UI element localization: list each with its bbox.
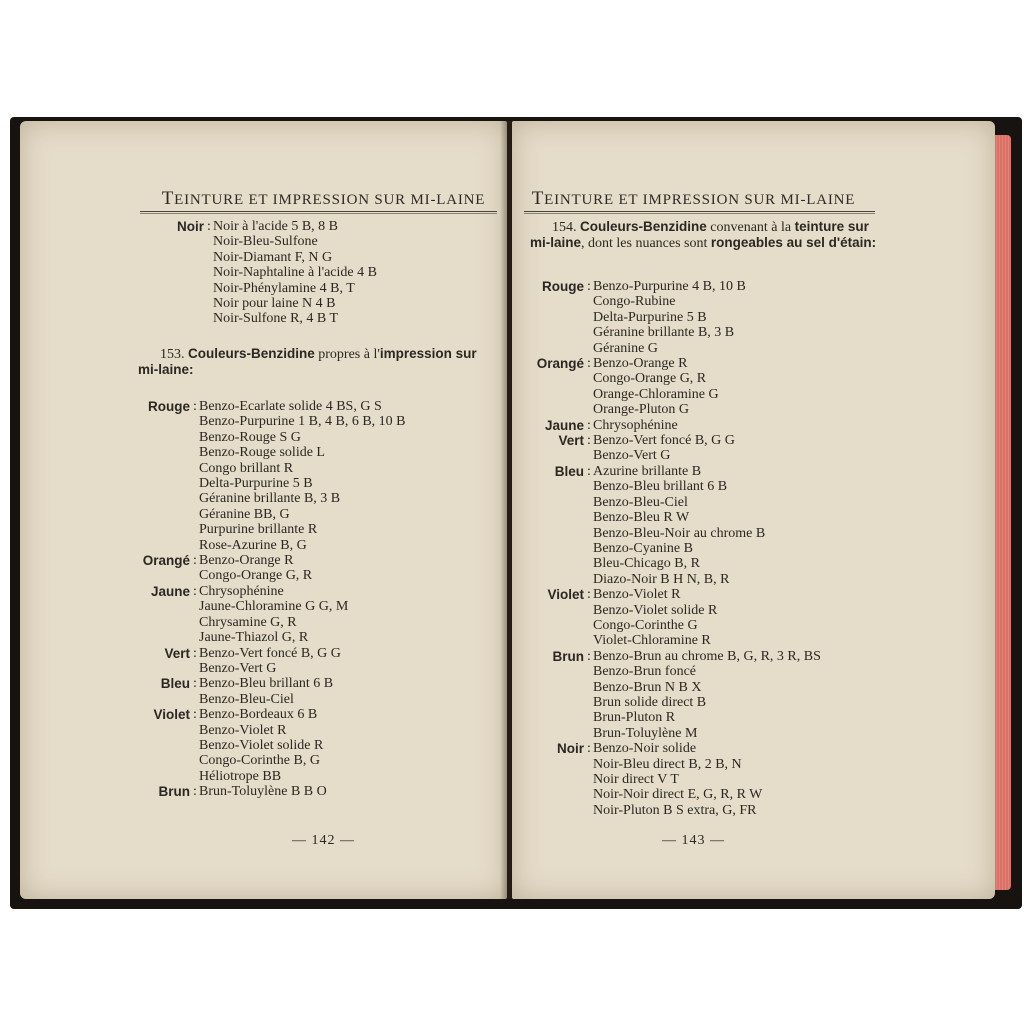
- section-colon: :: [871, 235, 877, 251]
- category-label: Vert: [164, 645, 190, 661]
- dye-list: [593, 587, 717, 649]
- dye-item: Benzo-Purpurine 1 B, 4 B, 6 B, 10 B: [199, 414, 406, 430]
- category-colon: :: [587, 463, 591, 479]
- dye-item: Benzo-Bleu brillant 6 B: [199, 676, 334, 692]
- page-number: — 142 —: [292, 833, 355, 848]
- dye-item: Benzo-Noir solide: [593, 741, 697, 757]
- category-label: Orangé: [142, 553, 190, 569]
- category-label: Rouge: [148, 399, 190, 414]
- dye-item: Brun-Toluylène B B O: [199, 784, 327, 800]
- list-entry: [522, 433, 821, 464]
- section-text: propres à l': [314, 347, 380, 362]
- dye-item: Delta-Purpurine 5 B: [199, 476, 313, 492]
- category-label: Bleu: [160, 676, 190, 692]
- dye-item: Benzo-Violet R: [593, 587, 681, 603]
- section-title: Couleurs-Benzidine: [188, 346, 315, 361]
- list-entry: [130, 219, 377, 327]
- dye-item: Benzo-Vert G: [199, 660, 277, 676]
- dye-list: [593, 649, 821, 741]
- category-label: Rouge: [542, 279, 584, 294]
- dye-list: [593, 279, 746, 356]
- dye-list: [593, 741, 762, 818]
- category-colon: :: [193, 707, 197, 723]
- dye-item: Chrysophénine: [199, 583, 284, 599]
- header-rule: [140, 211, 497, 214]
- page-number: — 143 —: [662, 833, 725, 848]
- dye-item: Benzo-Purpurine 4 B, 10 B: [593, 279, 746, 294]
- dye-item: Benzo-Ecarlate solide 4 BS, G S: [199, 399, 382, 414]
- section-emphasis-2: rongeables au sel d'étain: [710, 235, 872, 251]
- dye-item: Benzo-Rouge solide L: [199, 445, 325, 461]
- dye-item: Noir-Bleu direct B, 2 B, N: [593, 756, 742, 772]
- dye-list: [199, 707, 323, 784]
- header-text: EINTURE ET IMPRESSION SUR MI-LAINE: [544, 192, 856, 208]
- dye-item: Noir-Bleu-Sulfone: [213, 234, 318, 250]
- list-entry: [522, 418, 821, 433]
- list-entry: [522, 279, 821, 356]
- dye-item: Géranine brillante B, 3 B: [593, 325, 735, 341]
- category-colon: :: [587, 648, 591, 664]
- category-colon: :: [193, 583, 197, 599]
- dye-item: Chrysophénine: [593, 417, 678, 433]
- dye-item: Benzo-Rouge S G: [199, 429, 301, 445]
- dye-item: Orange-Chloramine G: [593, 386, 719, 402]
- category-label: Violet: [153, 707, 190, 723]
- category-label: Vert: [558, 433, 584, 449]
- dye-item: Delta-Purpurine 5 B: [593, 309, 707, 325]
- dye-item: Benzo-Bleu-Ciel: [199, 691, 294, 707]
- category-label: Brun: [552, 648, 584, 664]
- running-header: [512, 188, 995, 210]
- dye-item: Benzo-Violet solide R: [593, 602, 718, 618]
- dye-list: [199, 584, 348, 646]
- dye-item: Brun solide direct B: [593, 694, 707, 710]
- dye-item: Bleu-Chicago B, R: [593, 556, 700, 572]
- page-edges: [995, 135, 1011, 890]
- dye-item: Benzo-Cyanine B: [593, 540, 693, 556]
- section-text-2: , dont les nuances sont: [581, 236, 711, 252]
- dye-item: Benzo-Orange R: [199, 553, 294, 569]
- dye-item: Géranine BB, G: [199, 506, 290, 522]
- dye-item: Géranine brillante B, 3 B: [199, 491, 341, 507]
- category-colon: :: [193, 784, 197, 800]
- dye-item: Benzo-Vert foncé B, G G: [199, 645, 341, 661]
- running-header: [20, 188, 507, 210]
- list-entry: [522, 649, 821, 741]
- category-label: Bleu: [554, 463, 584, 479]
- dye-item: Brun-Pluton R: [593, 710, 676, 726]
- dye-list: [593, 433, 735, 464]
- dye-item: Géranine G: [593, 340, 658, 356]
- dye-item: Benzo-Brun N B X: [593, 679, 702, 695]
- list-entry: [130, 676, 406, 707]
- dye-item: Héliotrope BB: [199, 768, 282, 784]
- dye-item: Benzo-Vert G: [593, 448, 671, 464]
- category-colon: :: [193, 553, 197, 569]
- dye-item: Benzo-Bleu R W: [593, 510, 690, 526]
- category-colon: :: [587, 417, 591, 433]
- dye-item: Congo-Orange G, R: [593, 371, 707, 387]
- dye-item: Rose-Azurine B, G: [199, 537, 307, 553]
- list-entry: [130, 646, 406, 677]
- right-color-list: [522, 279, 821, 818]
- dye-list: [593, 356, 719, 418]
- dye-list: [199, 399, 406, 553]
- section-text: convenant à la: [706, 220, 795, 235]
- dye-item: Benzo-Bleu-Ciel: [593, 494, 688, 510]
- dye-item: Congo-Rubine: [593, 294, 676, 310]
- dye-item: Noir-Sulfone R, 4 B T: [213, 311, 339, 327]
- dye-item: Benzo-Bordeaux 6 B: [199, 707, 318, 723]
- category-colon: :: [587, 741, 591, 757]
- category-colon: :: [587, 587, 591, 603]
- section-154: [530, 219, 886, 252]
- dye-item: Benzo-Vert foncé B, G G: [593, 433, 735, 449]
- dye-item: Diazo-Noir B H N, B, R: [593, 571, 730, 587]
- category-colon: :: [587, 433, 591, 449]
- list-entry: [522, 587, 821, 649]
- list-entry: [130, 784, 406, 799]
- category-label: Violet: [547, 587, 584, 603]
- dye-list: [593, 418, 678, 433]
- dye-item: Noir-Noir direct E, G, R, R W: [593, 787, 763, 803]
- section-emphasis: teinture sur mi-laine: [530, 219, 869, 251]
- category-label: Jaune: [544, 417, 584, 433]
- category-colon: :: [193, 645, 197, 661]
- dye-item: Purpurine brillante R: [199, 522, 318, 538]
- dye-item: Noir-Naphtaline à l'acide 4 B: [213, 265, 377, 281]
- dye-item: Noir pour laine N 4 B: [213, 296, 336, 312]
- section-emphasis: impression sur mi-laine: [138, 346, 477, 378]
- dye-item: Congo-Corinthe B, G: [199, 753, 320, 769]
- dye-item: Noir direct V T: [593, 772, 679, 787]
- dye-item: Chrysamine G, R: [199, 614, 297, 630]
- right-page: [512, 121, 995, 899]
- category-colon: :: [587, 279, 591, 294]
- header-initial: T: [161, 188, 175, 209]
- dye-item: Congo-Orange G, R: [199, 568, 313, 584]
- list-entry: [130, 707, 406, 784]
- list-entry: [522, 464, 821, 587]
- header-rule: [524, 211, 875, 214]
- dye-item: Brun-Toluylène M: [593, 725, 698, 741]
- category-label: Orangé: [536, 356, 584, 372]
- category-label: Noir: [557, 741, 584, 757]
- dye-item: Noir-Diamant F, N G: [213, 249, 333, 265]
- list-entry: [522, 741, 821, 818]
- category-colon: :: [587, 356, 591, 372]
- header-text: EINTURE ET IMPRESSION SUR MI-LAINE: [174, 192, 486, 208]
- dye-list: [199, 676, 333, 707]
- dye-item: Jaune-Thiazol G, R: [199, 630, 309, 646]
- left-top-list: [130, 219, 377, 327]
- dye-list: [593, 464, 765, 587]
- dye-list: [213, 219, 377, 327]
- category-colon: :: [193, 676, 197, 692]
- dye-item: Congo-Corinthe G: [593, 617, 698, 633]
- header-initial: T: [531, 188, 545, 209]
- list-entry: [130, 553, 406, 584]
- dye-item: Benzo-Bleu brillant 6 B: [593, 479, 728, 495]
- dye-item: Noir-Phénylamine 4 B, T: [213, 280, 355, 296]
- category-colon: :: [207, 219, 211, 234]
- dye-list: [199, 646, 341, 677]
- dye-item: Noir-Pluton B S extra, G, FR: [593, 802, 757, 818]
- section-153: [138, 346, 493, 379]
- dye-item: Jaune-Chloramine G G, M: [199, 599, 349, 615]
- section-title: Couleurs-Benzidine: [580, 219, 707, 234]
- category-label: Noir: [177, 219, 204, 234]
- dye-item: Congo brillant R: [199, 460, 294, 476]
- dye-item: Orange-Pluton G: [593, 402, 690, 418]
- list-entry: [130, 399, 406, 553]
- dye-list: [199, 553, 312, 584]
- dye-item: Benzo-Orange R: [593, 356, 688, 372]
- dye-item: Benzo-Brun au chrome B, G, R, 3 R, BS: [593, 648, 821, 664]
- dye-item: Benzo-Violet solide R: [199, 737, 324, 753]
- category-colon: :: [193, 399, 197, 414]
- dye-item: Noir à l'acide 5 B, 8 B: [213, 219, 338, 234]
- dye-item: Benzo-Bleu-Noir au chrome B: [593, 525, 766, 541]
- section-number: 154.: [552, 220, 577, 235]
- list-entry: [522, 356, 821, 418]
- left-page: [20, 121, 507, 899]
- dye-list: [199, 784, 327, 799]
- left-color-list: [130, 399, 406, 800]
- category-label: Jaune: [150, 583, 190, 599]
- section-number: 153.: [160, 347, 185, 362]
- dye-item: Benzo-Brun foncé: [593, 664, 697, 680]
- category-label: Brun: [158, 784, 190, 800]
- dye-item: Violet-Chloramine R: [593, 633, 711, 649]
- list-entry: [130, 584, 406, 646]
- dye-item: Benzo-Violet R: [199, 722, 287, 738]
- dye-item: Azurine brillante B: [593, 463, 702, 479]
- section-colon: :: [189, 362, 194, 378]
